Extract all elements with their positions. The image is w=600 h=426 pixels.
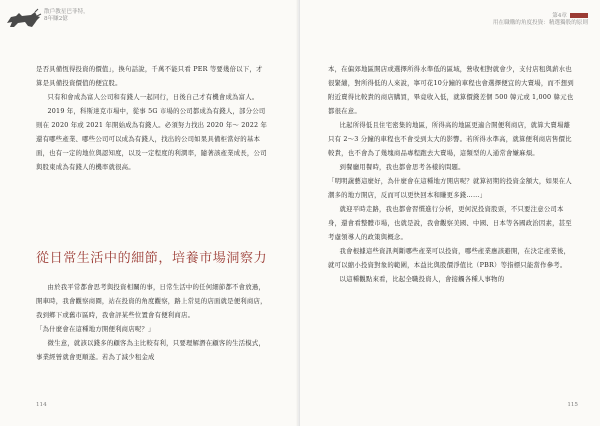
page-number-left: 114 [36, 402, 47, 408]
right-page [300, 0, 600, 426]
paragraph: 到餐廳用餐時，我也都會思考各樣的問題。 [339, 163, 465, 171]
header-left-line1: 散戶教星巴菲特， [44, 9, 89, 15]
paragraph: 微生意，就該以錢多的顧客為主比較有利，只要理解潛在顧客的生活模式，事業經營就會更順遂。若為了減少租金成 [36, 339, 266, 361]
paragraph: 以這種觀點來看，比起全職投資人，會接觸各種人事物的 [339, 275, 505, 283]
paragraph: 本，在偏郊地區開店或選擇所得水準低的區域，營收相對就會少，支付店租與薪水也很緊繃，對所得低的人來說，寧可花10分鐘的車程也會選擇便宜的大賣場，而不想到附近賣得比較貴的商店購買，畢竟收入低，就算價錢差個 500 韓元或 1,000 韓元也都很在意。 [328, 65, 574, 115]
quote: 「明明蔬藝這麼好，為什麼會在這種地方開店呢？就算初期的投資金額大，如果在人潮多的地方開店，反而可以更快回本和賺更多錢……」 [328, 177, 572, 199]
paragraph: 只有和會成為富人公司和有錢人一起同行，日後自己才有機會成為富人。 [47, 93, 259, 101]
section-heading: 從日常生活中的細節，培養市場洞察力 [36, 251, 268, 266]
running-header-right [493, 13, 588, 27]
paragraph: 比起所得低且住宅密集的地區，所得高的地區更適合開便利商店，就算大賣場離只有 2～3 分鐘的車程也不會受到太大的影響。若所得水準高，就算便利商店售價比較貴，也不會為了幾塊商品專程跑去大賣場，這類型的人通常會嫌麻煩。 [328, 121, 572, 157]
paragraph: 我會根據這些資訊判斷哪些產業可以投資，哪些產業應該避開，在決定產業後，就可以縮小投資對象的範圍，本益比與股價淨值比（PBR）等指標只能當作參考。 [328, 247, 571, 269]
page-number-right: 115 [567, 402, 578, 408]
left-top-text [36, 62, 268, 174]
paragraph: 2019 年，科斯達克市場中，從事 5G 市場的公司都成為有錢人，部分公司則在 2020 年或 2021 年開始成為有錢人。必須努力找出 2020 年～ 2022 年還有哪些產業、哪些公司可以成為有錢人，找出的公司如果具備柜當好的基本面，也有一定的地位與認知度，以及一定程度的利潤率，隨著該產業成長，公司與股東成為有錢人的機率就很高。 [36, 107, 268, 171]
paragraph: 是否具備恆得投資的價值」，換句話說，千萬不能只看 PER 等要幾倍以下，才算是具備投資價值的便宜股。 [36, 65, 263, 87]
chapter-marker [570, 13, 588, 18]
header-right-title: 用在職購的角度投資：精選獨股的原則 [492, 20, 588, 26]
paragraph: 由於我平常都會思考與投資相關的事，日常生活中的任何細節都不會放過，開車時，我會觀察商圈，站在投資的角度觀察，路上常見的店面就是便利商店，我到鄉下或舊市區時，我會評某些位置會有便利商店。 [36, 283, 267, 319]
bull-logo-icon [4, 8, 42, 30]
header-right-chapter: 第4章 [552, 13, 567, 19]
paragraph: 就迎平時走路，我也都會習慣進行分析，更何況投資股票，不只要注意公司本身，還會看整體市場，也就是說，我會觀察美國、中國、日本等各國政治因素，甚至考慮領導人的政策與概念。 [328, 205, 572, 241]
running-header-left [0, 4, 110, 34]
header-left-line2: 8年賺2億 [44, 16, 68, 22]
left-bottom-text [36, 280, 268, 364]
left-page [0, 0, 298, 426]
right-text [328, 62, 574, 286]
quote: 「為什麼會在這種地方開便利商店呢？」 [36, 325, 155, 333]
